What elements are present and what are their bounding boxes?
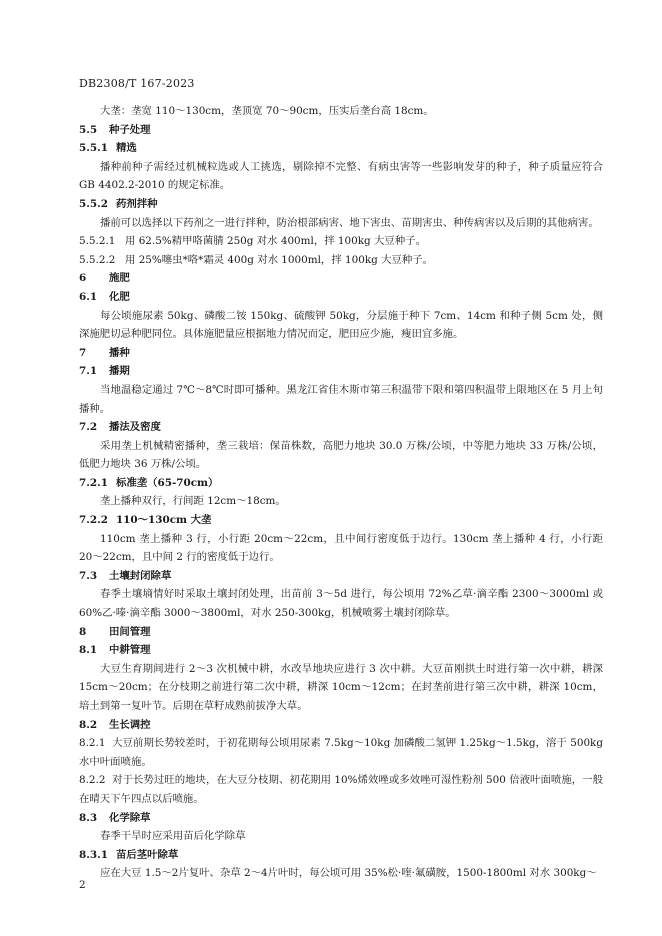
item-8-2-2 (79, 771, 603, 808)
heading-5-5 (79, 121, 603, 140)
item-8-2-1 (79, 734, 603, 771)
heading-number: 7.2.2 (79, 514, 108, 527)
heading-number: 7.2.1 (79, 476, 108, 489)
paragraph-5-5-2: 播前可以选择以下药剂之一进行拌种，防治根部病害、地下害虫、苗期害虫、种传病害以及后期的其他病害。 (100, 216, 599, 229)
item-text: 用 25%噻虫*咯*霜灵 400g 对水 1000ml，拌 100kg 大豆种子。 (125, 253, 434, 266)
paragraph-8-3: 春季干旱时应采用苗后化学除草 (100, 830, 246, 843)
paragraph-8-3-1: 应在大豆 1.5～2片复叶、杂草 2～4片叶时，每公顷可用 35%松·喹·氟磺胺，1500-1800ml 对水 300kg～ (100, 867, 597, 880)
heading-title: 播期 (109, 365, 130, 378)
heading-number: 7.3 (79, 569, 98, 582)
page-number: 2 (79, 879, 86, 891)
heading-number: 8.1 (79, 644, 98, 657)
heading-number: 8 (79, 625, 87, 638)
paragraph-7-2-2: 110cm 垄上播种 3 行，小行距 20cm～22cm，且中间行密度低于边行。130cm 垄上播种 4 行，小行距 20～22cm，且中间 2 行的密度低于边行。 (79, 532, 603, 564)
paragraph-7-1: 当地温稳定通过 7℃～8℃时即可播种。黑龙江省佳木斯市第三积温带下限和第四积温带上限地区在 5 月上旬播种。 (79, 383, 603, 415)
paragraph-7-2: 采用垄上机械精密播种，垄三栽培：保苗株数，高肥力地块 30.0 万株/公顷，中等肥力地块 33 万株/公顷，低肥力地块 36 万株/公顷。 (79, 439, 603, 471)
paragraph-7-3: 春季土壤墒情好时采取土壤封闭处理，出苗前 3～5d 进行，每公顷用 72%乙草·滴辛酯 2300～3000ml 或 60%乙·嗪·滴辛酯 3000～3800ml，对水 250-300kg，机械喷雾土壤封闭除草。 (79, 588, 603, 620)
heading-title: 土壤封闭除草 (109, 569, 172, 582)
document-body (79, 102, 603, 883)
heading-title: 药剂拌种 (115, 197, 158, 210)
heading-5-5-2 (79, 195, 603, 214)
item-5-5-2-2 (79, 251, 603, 270)
heading-number: 8.3 (79, 811, 98, 824)
item-text: 大豆前期长势较差时，于初花期每公顷用尿素 7.5kg～10kg 加磷酸二氢钾 1.25kg～1.5kg，溶于 500kg 水中叶面喷施。 (79, 737, 604, 768)
heading-7-1 (79, 362, 603, 381)
document-code: DB2308/T 167-2023 (79, 77, 195, 90)
heading-title: 中耕管理 (109, 644, 151, 657)
heading-title: 施肥 (109, 272, 130, 285)
heading-7 (79, 344, 603, 363)
item-text: 对于长势过旺的地块，在大豆分枝期、初花期用 10%烯效唑或多效唑可湿性粉剂 500 倍液叶面喷施，一般在晴天下午四点以后喷施。 (79, 774, 603, 805)
paragraph-8-1: 大豆生育期间进行 2～3 次机械中耕，水改旱地块应进行 3 次中耕。大豆苗刚拱土时进行第一次中耕，耕深 15cm～20cm；在分枝期之前进行第二次中耕，耕深 10cm～12cm；在封垄前进行第三次中耕，耕深 10cm，培土到第一复叶节。后期在草籽成熟前拔净大草。 (79, 662, 603, 712)
heading-5-5-1 (79, 139, 603, 158)
item-number: 8.2.2 (79, 774, 106, 787)
heading-7-2 (79, 418, 603, 437)
heading-number: 8.2 (79, 718, 98, 731)
heading-title: 标准垄（65-70cm） (115, 476, 219, 489)
heading-number: 6.1 (79, 290, 98, 303)
heading-number: 7.2 (79, 421, 98, 434)
paragraph-5-5-1: 播种前种子需经过机械粒选或人工挑选，剔除掉不完整、有病虫害等一些影响发芽的种子，种子质量应符合 GB 4402.2-2010 的规定标准。 (79, 160, 603, 192)
heading-8-3 (79, 809, 603, 828)
item-text: 用 62.5%精甲咯菌腈 250g 对水 400ml，拌 100kg 大豆种子。 (125, 235, 426, 248)
item-number: 8.2.1 (79, 737, 106, 750)
heading-number: 7 (79, 346, 87, 359)
heading-title: 生长调控 (109, 718, 151, 731)
heading-title: 播种 (109, 346, 130, 359)
heading-7-3 (79, 567, 603, 586)
heading-title: 精选 (115, 142, 137, 155)
paragraph-ridge: 大垄：垄宽 110～130cm，垄顶宽 70～90cm，压实后垄台高 18cm。 (100, 105, 434, 117)
heading-number: 5.5 (79, 123, 98, 136)
heading-6 (79, 269, 603, 288)
heading-8-2 (79, 716, 603, 735)
heading-7-2-1 (79, 474, 603, 493)
heading-title: 播法及密度 (109, 421, 161, 434)
heading-8-3-1 (79, 846, 603, 865)
item-number: 5.5.2.2 (79, 253, 116, 266)
heading-number: 8.3.1 (79, 848, 108, 861)
item-5-5-2-1 (79, 232, 603, 251)
paragraph-7-2-1: 垄上播种双行，行间距 12cm～18cm。 (100, 495, 286, 508)
item-number: 5.5.2.1 (79, 235, 116, 248)
heading-title: 苗后茎叶除草 (115, 848, 179, 861)
heading-title: 田间管理 (109, 625, 151, 638)
heading-8-1 (79, 641, 603, 660)
heading-title: 110～130cm 大垄 (115, 514, 212, 527)
heading-number: 5.5.2 (79, 197, 108, 210)
heading-title: 种子处理 (109, 123, 151, 136)
heading-7-2-2 (79, 511, 603, 530)
heading-8 (79, 623, 603, 642)
heading-number: 7.1 (79, 365, 98, 378)
heading-number: 5.5.1 (79, 142, 108, 155)
heading-title: 化肥 (109, 290, 130, 303)
heading-title: 化学除草 (109, 811, 151, 824)
paragraph-6-1: 每公顷施尿素 50kg、磷酸二铵 150kg、硫酸钾 50kg，分层施于种下 7cm、14cm 和种子侧 5cm 处，侧深施肥切忌种肥同位。具体施肥量应根据地力情况而定，肥田应少施，瘦田宜多施。 (79, 309, 603, 341)
heading-6-1 (79, 288, 603, 307)
heading-number: 6 (79, 272, 87, 285)
